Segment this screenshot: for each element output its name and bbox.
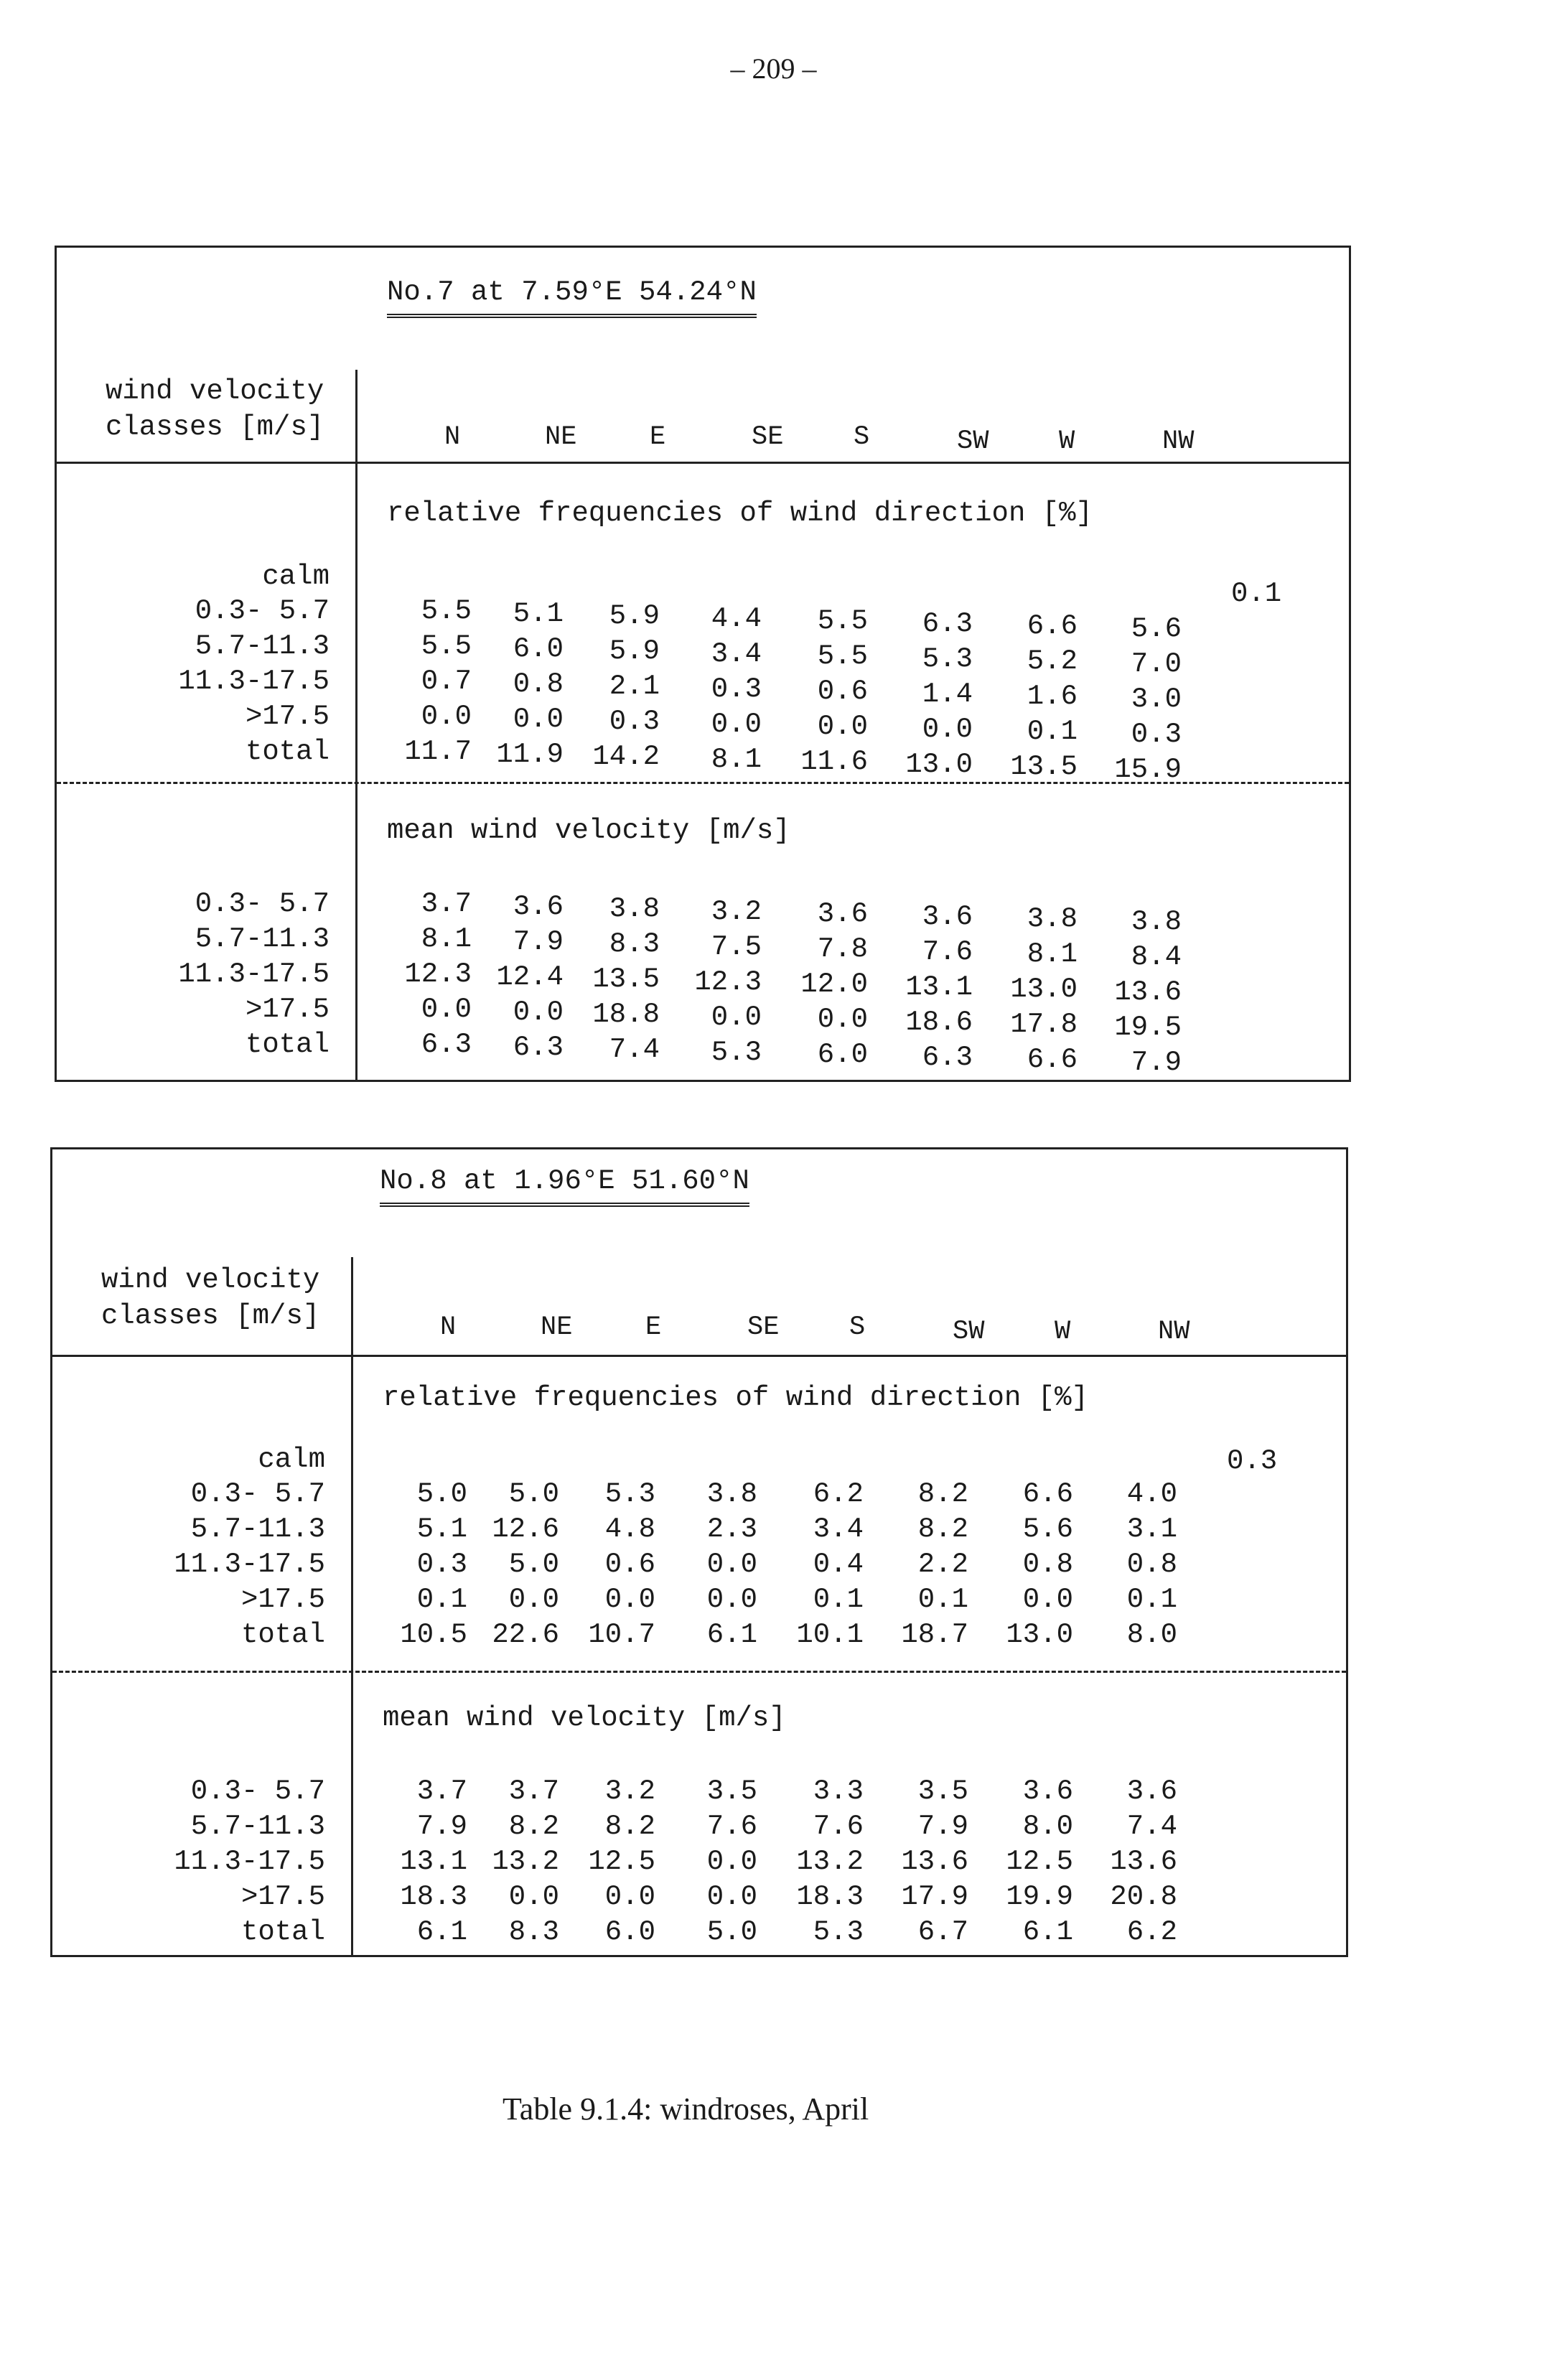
- frequency-row-value: 0.1: [1027, 716, 1078, 747]
- frequency-row-value: 18.7: [901, 1619, 968, 1651]
- mean-velocity-row-value: 18.3: [796, 1881, 864, 1913]
- mean-velocity-row-value: 13.6: [1110, 1846, 1177, 1877]
- mean-velocity-row-value: 0.0: [711, 1001, 762, 1033]
- frequency-row-value: 4.0: [1126, 1478, 1177, 1510]
- frequency-row-value: 5.6: [1022, 1513, 1073, 1545]
- mean-velocity-row-value: 7.4: [609, 1034, 660, 1065]
- mean-velocity-row-value: 0.0: [706, 1881, 757, 1913]
- frequency-row-value: 5.1: [416, 1513, 467, 1545]
- mean-velocity-row-value: 13.5: [592, 963, 660, 995]
- page-number: – 209 –: [730, 52, 817, 85]
- frequency-row-value: 7.0: [1131, 648, 1182, 680]
- mean-velocity-row-value: 3.6: [1022, 1775, 1073, 1807]
- mean-velocity-row-value: 7.9: [917, 1811, 968, 1842]
- frequency-row-value: 10.1: [796, 1619, 864, 1651]
- direction-header: SE: [747, 1312, 780, 1343]
- mean-velocity-row-value: 8.0: [1022, 1811, 1073, 1842]
- mean-velocity-row-value: 3.6: [513, 890, 564, 923]
- frequency-row-label: 11.3-17.5: [178, 666, 330, 697]
- mean-velocity-row-value: 7.9: [513, 925, 564, 958]
- direction-header: W: [1055, 1317, 1071, 1347]
- mean-velocity-row-value: 6.6: [1027, 1044, 1078, 1075]
- calm-label: calm: [262, 561, 330, 592]
- mean-velocity-row-label: >17.5: [240, 1881, 325, 1913]
- direction-header: NE: [541, 1312, 573, 1343]
- frequency-row-value: 0.8: [513, 668, 564, 700]
- mean-velocity-row-value: 17.9: [901, 1881, 968, 1913]
- mean-velocity-row-value: 3.2: [604, 1775, 655, 1807]
- frequency-row-label: 5.7-11.3: [195, 630, 330, 662]
- frequency-row-value: 2.3: [706, 1513, 757, 1545]
- frequency-row-value: 3.4: [711, 638, 762, 670]
- mean-velocity-row-value: 7.4: [1126, 1811, 1177, 1842]
- frequency-row-value: 10.7: [588, 1619, 655, 1651]
- mean-velocity-row-value: 8.1: [421, 923, 472, 955]
- direction-header: NE: [545, 422, 577, 452]
- header-rule: [52, 1355, 1346, 1357]
- frequency-row-label: 0.3- 5.7: [195, 595, 330, 627]
- frequency-row-value: 12.6: [492, 1513, 559, 1545]
- mean-velocity-row-label: 5.7-11.3: [190, 1811, 325, 1842]
- frequency-row-value: 0.0: [508, 1584, 559, 1615]
- frequency-row-value: 0.0: [706, 1584, 757, 1615]
- mean-velocity-row-value: 0.0: [513, 996, 564, 1028]
- direction-header: W: [1059, 426, 1075, 457]
- frequency-row-value: 5.3: [604, 1478, 655, 1510]
- mean-velocity-row-value: 8.2: [508, 1811, 559, 1842]
- frequency-row-value: 2.1: [609, 671, 660, 702]
- frequency-row-value: 0.3: [609, 706, 660, 737]
- calm-label: calm: [258, 1444, 325, 1475]
- mean-velocity-row-value: 18.6: [905, 1006, 973, 1038]
- frequency-row-value: 0.3: [711, 673, 762, 705]
- mean-velocity-row-value: 7.8: [817, 933, 868, 965]
- mean-velocity-row-value: 6.0: [817, 1039, 868, 1070]
- velocity-class-header: wind velocity: [106, 375, 324, 407]
- mean-velocity-row-value: 12.5: [588, 1846, 655, 1877]
- frequency-row-value: 0.3: [1131, 718, 1182, 750]
- frequency-row-value: 4.8: [604, 1513, 655, 1545]
- mean-velocity-row-value: 3.8: [609, 893, 660, 925]
- direction-header: SE: [752, 422, 784, 452]
- frequency-row-value: 0.0: [922, 713, 973, 745]
- mean-velocity-row-value: 6.1: [1022, 1916, 1073, 1948]
- mean-velocity-row-label: >17.5: [245, 994, 330, 1025]
- station-table: [50, 1147, 1348, 1957]
- mean-velocity-row-value: 3.3: [813, 1775, 864, 1807]
- frequency-row-value: 5.1: [513, 597, 564, 630]
- frequency-row-value: 6.0: [513, 633, 564, 665]
- direction-header: SW: [957, 426, 989, 457]
- mean-velocity-row-value: 13.1: [400, 1846, 467, 1877]
- frequency-row-value: 11.9: [496, 738, 564, 770]
- frequency-row-value: 0.7: [421, 666, 472, 697]
- mean-velocity-row-label: total: [245, 1029, 330, 1060]
- mean-velocity-row-value: 13.2: [796, 1846, 864, 1877]
- frequency-row-value: 13.5: [1010, 751, 1078, 783]
- frequency-row-value: 0.0: [706, 1549, 757, 1580]
- velocity-class-header: classes [m/s]: [101, 1300, 320, 1332]
- frequency-row-value: 0.8: [1022, 1549, 1073, 1580]
- mean-velocity-row-value: 17.8: [1010, 1009, 1078, 1040]
- mean-velocity-row-value: 3.6: [922, 900, 973, 933]
- frequency-row-value: 0.3: [416, 1549, 467, 1580]
- direction-header: NW: [1162, 426, 1195, 457]
- frequency-row-value: 6.6: [1027, 610, 1078, 642]
- mean-velocity-row-label: 0.3- 5.7: [190, 1775, 325, 1807]
- mean-velocity-row-label: 11.3-17.5: [178, 958, 330, 990]
- mean-velocity-row-value: 6.1: [416, 1916, 467, 1948]
- calm-value: 0.1: [1231, 578, 1282, 610]
- mean-velocity-row-value: 3.8: [1131, 905, 1182, 938]
- frequency-row-value: 1.4: [922, 678, 973, 710]
- frequency-row-value: 6.2: [813, 1478, 864, 1510]
- frequency-row-value: 6.1: [706, 1619, 757, 1651]
- station-title: No.8 at 1.96°E 51.60°N: [380, 1165, 749, 1207]
- mean-velocity-row-value: 8.3: [609, 928, 660, 960]
- frequency-row-value: 3.8: [706, 1478, 757, 1510]
- mean-velocity-row-value: 0.0: [706, 1846, 757, 1877]
- mean-velocity-row-value: 0.0: [817, 1004, 868, 1035]
- frequency-row-value: 0.0: [817, 711, 868, 742]
- mean-velocity-row-value: 13.6: [901, 1846, 968, 1877]
- frequency-row-value: 1.6: [1027, 681, 1078, 712]
- column-divider: [351, 1257, 353, 1957]
- frequency-row-value: 0.1: [1126, 1584, 1177, 1615]
- direction-header: S: [854, 422, 870, 452]
- mean-velocity-row-value: 13.6: [1114, 976, 1182, 1008]
- mean-velocity-row-value: 6.3: [421, 1029, 472, 1060]
- direction-header: NW: [1158, 1317, 1190, 1347]
- frequency-row-label: total: [245, 736, 330, 767]
- mean-velocity-row-value: 13.1: [905, 971, 973, 1003]
- frequency-row-value: 14.2: [592, 741, 660, 773]
- frequency-row-value: 0.0: [711, 708, 762, 740]
- mean-velocity-row-value: 8.1: [1027, 938, 1078, 970]
- frequency-row-label: 5.7-11.3: [190, 1513, 325, 1545]
- mean-velocity-row-value: 19.5: [1114, 1011, 1182, 1043]
- mean-velocity-row-value: 18.3: [400, 1881, 467, 1913]
- frequency-row-value: 13.0: [905, 748, 973, 780]
- mean-section-label: mean wind velocity [m/s]: [387, 815, 790, 846]
- frequency-row-label: 11.3-17.5: [174, 1549, 325, 1580]
- station-table: [55, 246, 1351, 1082]
- frequency-row-value: 6.3: [922, 607, 973, 640]
- frequency-row-value: 5.5: [817, 640, 868, 672]
- mean-section-label: mean wind velocity [m/s]: [383, 1702, 786, 1734]
- frequency-row-value: 0.1: [813, 1584, 864, 1615]
- mean-velocity-row-value: 12.4: [496, 961, 564, 993]
- frequency-row-value: 8.1: [711, 743, 762, 775]
- mean-velocity-row-value: 6.7: [917, 1916, 968, 1948]
- frequency-row-value: 8.0: [1126, 1619, 1177, 1651]
- mean-velocity-row-value: 3.7: [416, 1775, 467, 1807]
- mean-velocity-row-value: 3.7: [421, 888, 472, 920]
- table-caption: Table 9.1.4: windroses, April: [503, 2091, 869, 2127]
- frequency-row-value: 0.6: [604, 1549, 655, 1580]
- direction-header: N: [444, 422, 461, 452]
- direction-header: N: [440, 1312, 457, 1343]
- frequency-section-label: relative frequencies of wind direction [%]: [383, 1382, 1088, 1414]
- frequency-row-value: 0.4: [813, 1549, 864, 1580]
- frequency-row-value: 22.6: [492, 1619, 559, 1651]
- mean-velocity-row-value: 3.7: [508, 1775, 559, 1807]
- mean-velocity-row-value: 13.0: [1010, 974, 1078, 1005]
- frequency-row-value: 0.8: [1126, 1549, 1177, 1580]
- frequency-row-value: 5.2: [1027, 645, 1078, 677]
- direction-header: E: [645, 1312, 662, 1343]
- frequency-row-value: 5.9: [609, 635, 660, 667]
- mean-velocity-row-value: 6.3: [922, 1041, 973, 1073]
- mean-velocity-row-value: 3.8: [1027, 903, 1078, 935]
- frequency-row-value: 5.5: [817, 605, 868, 637]
- frequency-row-value: 8.2: [917, 1513, 968, 1545]
- mean-velocity-row-value: 5.0: [706, 1916, 757, 1948]
- mean-velocity-row-value: 8.4: [1131, 941, 1182, 973]
- mean-velocity-row-value: 5.3: [711, 1036, 762, 1068]
- mean-velocity-row-label: 11.3-17.5: [174, 1846, 325, 1877]
- mean-velocity-row-value: 0.0: [421, 994, 472, 1025]
- direction-header: S: [849, 1312, 866, 1343]
- frequency-row-value: 5.5: [421, 595, 472, 627]
- mean-velocity-row-value: 6.0: [604, 1916, 655, 1948]
- mean-velocity-row-value: 12.3: [694, 966, 762, 998]
- mean-velocity-row-value: 7.6: [922, 935, 973, 968]
- frequency-row-value: 8.2: [917, 1478, 968, 1510]
- mean-velocity-row-value: 5.3: [813, 1916, 864, 1948]
- mean-velocity-row-value: 7.6: [813, 1811, 864, 1842]
- frequency-row-value: 11.7: [404, 736, 472, 767]
- mean-velocity-row-value: 0.0: [604, 1881, 655, 1913]
- mean-velocity-row-value: 0.0: [508, 1881, 559, 1913]
- mean-velocity-row-value: 7.5: [711, 930, 762, 963]
- frequency-row-value: 0.0: [513, 703, 564, 735]
- mean-velocity-row-value: 3.6: [817, 898, 868, 930]
- frequency-row-value: 6.6: [1022, 1478, 1073, 1510]
- frequency-section-label: relative frequencies of wind direction [%]: [387, 498, 1093, 529]
- mean-velocity-row-value: 13.2: [492, 1846, 559, 1877]
- mean-velocity-row-value: 12.3: [404, 958, 472, 990]
- frequency-row-label: total: [240, 1619, 325, 1651]
- section-separator: [52, 1671, 1346, 1673]
- mean-velocity-row-value: 3.5: [917, 1775, 968, 1807]
- mean-velocity-row-value: 3.6: [1126, 1775, 1177, 1807]
- frequency-row-value: 10.5: [400, 1619, 467, 1651]
- mean-velocity-row-value: 6.3: [513, 1031, 564, 1063]
- direction-header: E: [650, 422, 666, 452]
- frequency-row-value: 0.0: [604, 1584, 655, 1615]
- frequency-row-label: 0.3- 5.7: [190, 1478, 325, 1510]
- frequency-row-label: >17.5: [240, 1584, 325, 1615]
- station-title: No.7 at 7.59°E 54.24°N: [387, 276, 757, 318]
- mean-velocity-row-label: total: [240, 1916, 325, 1948]
- mean-velocity-row-value: 19.9: [1006, 1881, 1073, 1913]
- frequency-row-value: 15.9: [1114, 753, 1182, 785]
- mean-velocity-row-value: 12.5: [1006, 1846, 1073, 1877]
- mean-velocity-row-value: 7.9: [416, 1811, 467, 1842]
- frequency-row-value: 5.0: [508, 1478, 559, 1510]
- frequency-row-value: 5.3: [922, 643, 973, 675]
- frequency-row-value: 2.2: [917, 1549, 968, 1580]
- mean-velocity-row-label: 0.3- 5.7: [195, 888, 330, 920]
- mean-velocity-row-value: 7.6: [706, 1811, 757, 1842]
- velocity-class-header: classes [m/s]: [106, 411, 324, 443]
- frequency-row-value: 3.1: [1126, 1513, 1177, 1545]
- frequency-row-value: 5.9: [609, 600, 660, 632]
- mean-velocity-row-value: 6.2: [1126, 1916, 1177, 1948]
- frequency-row-value: 5.5: [421, 630, 472, 662]
- column-divider: [355, 370, 357, 1082]
- mean-velocity-row-label: 5.7-11.3: [195, 923, 330, 955]
- velocity-class-header: wind velocity: [101, 1264, 320, 1296]
- frequency-row-value: 5.0: [416, 1478, 467, 1510]
- mean-velocity-row-value: 20.8: [1110, 1881, 1177, 1913]
- frequency-row-value: 11.6: [800, 746, 868, 778]
- mean-velocity-row-value: 3.5: [706, 1775, 757, 1807]
- frequency-row-value: 0.0: [421, 701, 472, 732]
- mean-velocity-row-value: 18.8: [592, 999, 660, 1030]
- mean-velocity-row-value: 8.3: [508, 1916, 559, 1948]
- frequency-row-value: 13.0: [1006, 1619, 1073, 1651]
- frequency-row-value: 0.6: [817, 676, 868, 707]
- frequency-row-value: 5.0: [508, 1549, 559, 1580]
- header-rule: [57, 462, 1349, 464]
- frequency-row-value: 0.0: [1022, 1584, 1073, 1615]
- frequency-row-value: 5.6: [1131, 612, 1182, 645]
- direction-header: SW: [953, 1317, 985, 1347]
- mean-velocity-row-value: 7.9: [1131, 1046, 1182, 1078]
- calm-value: 0.3: [1227, 1445, 1278, 1477]
- frequency-row-value: 0.1: [917, 1584, 968, 1615]
- frequency-row-value: 3.4: [813, 1513, 864, 1545]
- mean-velocity-row-value: 8.2: [604, 1811, 655, 1842]
- mean-velocity-row-value: 3.2: [711, 895, 762, 928]
- frequency-row-value: 4.4: [711, 602, 762, 635]
- frequency-row-value: 3.0: [1131, 683, 1182, 715]
- frequency-row-label: >17.5: [245, 701, 330, 732]
- frequency-row-value: 0.1: [416, 1584, 467, 1615]
- mean-velocity-row-value: 12.0: [800, 969, 868, 1000]
